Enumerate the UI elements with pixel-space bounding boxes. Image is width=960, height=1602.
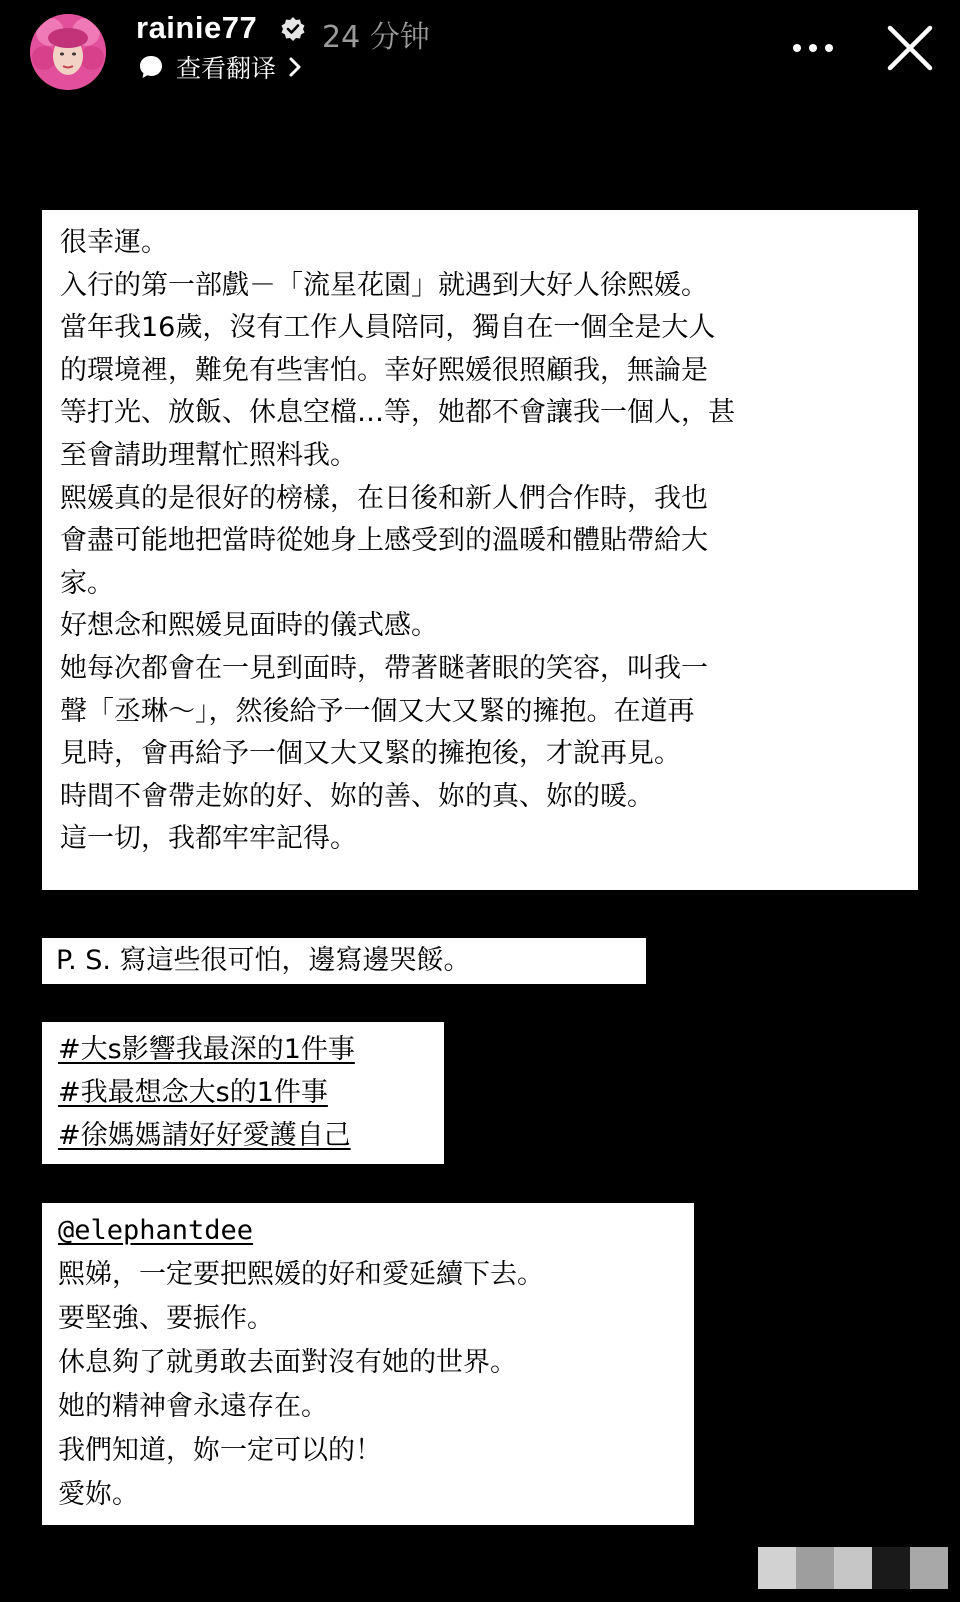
hashtag-link[interactable]: #徐媽媽請好好愛護自己 [58, 1120, 351, 1151]
story-text-message [42, 1203, 694, 1525]
text-line: 休息夠了就勇敢去面對沒有她的世界。 [58, 1347, 517, 1378]
chevron-right-icon [288, 56, 302, 78]
text-line: 很幸運。 [60, 227, 168, 258]
story-text-ps [42, 938, 646, 984]
text-line: 至會請助理幫忙照料我。 [60, 439, 357, 471]
avatar-image [30, 14, 106, 90]
hashtag-link[interactable]: #我最想念大s的1件事 [58, 1077, 328, 1108]
hashtag-link[interactable]: #大s影響我最深的1件事 [58, 1034, 355, 1065]
mosaic-watermark [872, 1547, 910, 1589]
text-line: 她的精神會永遠存在。 [58, 1391, 328, 1422]
mention-link[interactable]: @elephantdee [58, 1215, 254, 1246]
avatar[interactable] [30, 14, 106, 90]
text-line: 熙媛真的是很好的榜樣，在日後和新人們合作時，我也 [60, 482, 708, 514]
text-line: 熙娣，一定要把熙媛的好和愛延續下去。 [58, 1259, 544, 1290]
text-line: 這一切，我都牢牢記得。 [60, 823, 357, 855]
text-line: 等打光、放飯、休息空檔…等，她都不會讓我一個人，甚 [60, 397, 735, 429]
text-line: 好想念和熙媛見面時的儀式感。 [60, 610, 438, 642]
text-line: 會盡可能地把當時從她身上感受到的溫暖和體貼帶給大 [60, 525, 708, 557]
translate-bubble-icon [138, 54, 164, 80]
text-line: 聲「丞琳～」，然後給予一個又大又緊的擁抱。在道再 [60, 695, 695, 727]
text-line: 要堅強、要振作。 [58, 1303, 274, 1334]
see-translation-button[interactable] [138, 50, 302, 84]
text-line: 入行的第一部戲－「流星花園」就遇到大好人徐熙媛。 [60, 269, 708, 301]
text-line: 的環境裡，難免有些害怕。幸好熙媛很照顧我，無論是 [60, 354, 708, 386]
mosaic-watermark [910, 1547, 948, 1589]
verified-badge-icon [280, 16, 306, 42]
post-time: 24 分钟 [322, 20, 430, 55]
text-line: 時間不會帶走妳的好、妳的善、妳的真、妳的暖。 [60, 780, 654, 812]
close-icon[interactable] [884, 22, 936, 74]
username[interactable]: rainie77 [136, 10, 258, 45]
text-line: 我們知道，妳一定可以的！ [58, 1435, 382, 1466]
text-line: 見時，會再給予一個又大又緊的擁抱後，才說再見。 [60, 738, 681, 770]
hashtag-sticker [42, 1022, 444, 1164]
text-line: 家。 [60, 567, 114, 599]
ps-line: P. S. 寫這些很可怕，邊寫邊哭餒。 [56, 945, 471, 976]
mosaic-watermark [758, 1547, 796, 1589]
story-text-main [42, 210, 918, 890]
text-line: 愛妳。 [58, 1479, 139, 1510]
mosaic-watermark [796, 1547, 834, 1589]
text-line: 當年我16歲，沒有工作人員陪同，獨自在一個全是大人 [60, 312, 716, 344]
mosaic-watermark [834, 1547, 872, 1589]
text-line: 她每次都會在一見到面時，帶著瞇著眼的笑容，叫我一 [60, 652, 708, 684]
see-translation-label: 查看翻译 [176, 54, 277, 83]
more-options-icon[interactable] [788, 28, 838, 68]
